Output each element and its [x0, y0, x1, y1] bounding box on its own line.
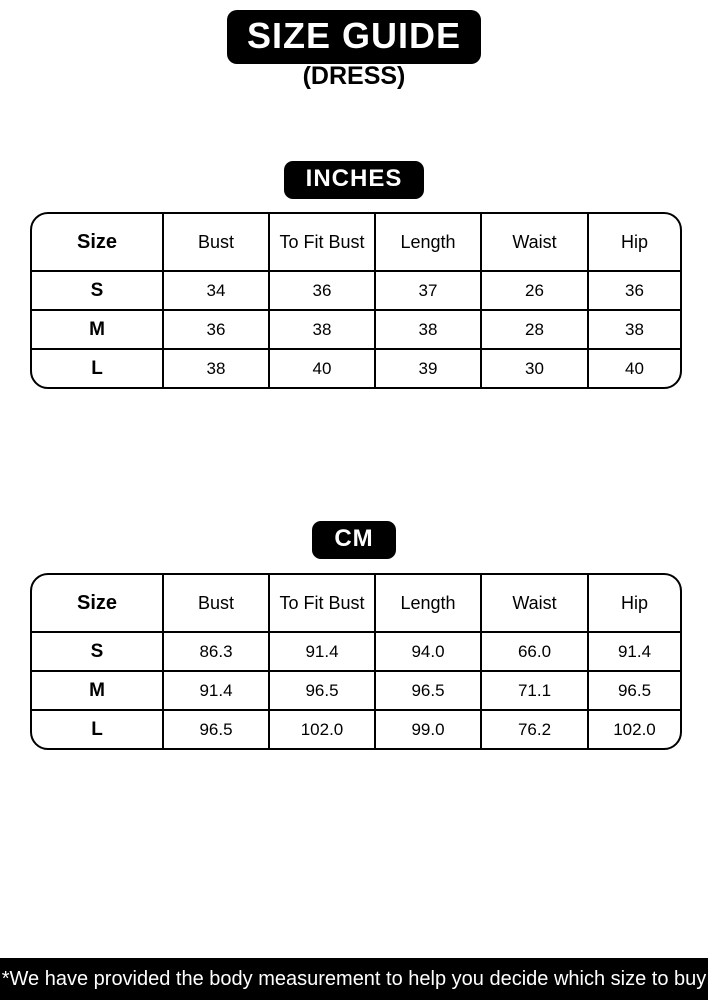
column-header-waist: Waist [481, 214, 588, 271]
column-header-size: Size [32, 575, 163, 632]
measurement-cell: 96.5 [163, 710, 269, 748]
measurement-cell: 38 [375, 310, 481, 349]
measurement-cell: 36 [588, 271, 680, 310]
table-header-row [32, 214, 680, 271]
measurement-cell: 38 [588, 310, 680, 349]
measurement-cell: 99.0 [375, 710, 481, 748]
cm-size-table [30, 573, 682, 750]
inches-badge-row [0, 161, 708, 199]
size-cell: M [32, 671, 163, 710]
measurement-cell: 37 [375, 271, 481, 310]
column-header-length: Length [375, 575, 481, 632]
measurement-cell: 34 [163, 271, 269, 310]
measurement-cell: 36 [163, 310, 269, 349]
measurement-cell: 38 [269, 310, 375, 349]
measurement-cell: 91.4 [588, 632, 680, 671]
measurement-cell: 36 [269, 271, 375, 310]
column-header-waist: Waist [481, 575, 588, 632]
size-cell: L [32, 710, 163, 748]
page-subtitle: (DRESS) [302, 62, 406, 90]
size-cell: L [32, 349, 163, 387]
measurement-cell: 96.5 [269, 671, 375, 710]
measurement-cell: 71.1 [481, 671, 588, 710]
page-title: SIZE GUIDE [227, 10, 481, 64]
table-row [32, 349, 680, 387]
measurement-cell: 66.0 [481, 632, 588, 671]
size-cell: S [32, 632, 163, 671]
footnote-text: *We have provided the body measurement to help you decide which size to buy [1, 967, 707, 990]
measurement-cell: 102.0 [269, 710, 375, 748]
measurement-cell: 26 [481, 271, 588, 310]
column-header-to-fit-bust: To Fit Bust [269, 575, 375, 632]
measurement-cell: 76.2 [481, 710, 588, 748]
measurement-cell: 102.0 [588, 710, 680, 748]
column-header-to-fit-bust: To Fit Bust [269, 214, 375, 271]
measurement-cell: 28 [481, 310, 588, 349]
inches-size-table [30, 212, 682, 389]
column-header-hip: Hip [588, 575, 680, 632]
column-header-length: Length [375, 214, 481, 271]
measurement-cell: 30 [481, 349, 588, 387]
table-row [32, 271, 680, 310]
column-header-bust: Bust [163, 214, 269, 271]
subtitle-row [0, 62, 708, 91]
table-row [32, 632, 680, 671]
table-header-row [32, 575, 680, 632]
measurement-cell: 91.4 [163, 671, 269, 710]
column-header-hip: Hip [588, 214, 680, 271]
measurement-cell: 91.4 [269, 632, 375, 671]
size-cell: M [32, 310, 163, 349]
table-row [32, 710, 680, 748]
column-header-bust: Bust [163, 575, 269, 632]
table-row [32, 671, 680, 710]
footnote-bar [0, 958, 708, 1000]
unit-badge-inches: INCHES [284, 161, 425, 199]
measurement-cell: 96.5 [375, 671, 481, 710]
measurement-cell: 40 [588, 349, 680, 387]
measurement-cell: 96.5 [588, 671, 680, 710]
cm-badge-row [0, 521, 708, 559]
size-cell: S [32, 271, 163, 310]
table-row [32, 310, 680, 349]
measurement-cell: 38 [163, 349, 269, 387]
unit-badge-cm: CM [312, 521, 395, 559]
measurement-cell: 94.0 [375, 632, 481, 671]
measurement-cell: 86.3 [163, 632, 269, 671]
measurement-cell: 39 [375, 349, 481, 387]
measurement-cell: 40 [269, 349, 375, 387]
title-row [0, 10, 708, 64]
column-header-size: Size [32, 214, 163, 271]
